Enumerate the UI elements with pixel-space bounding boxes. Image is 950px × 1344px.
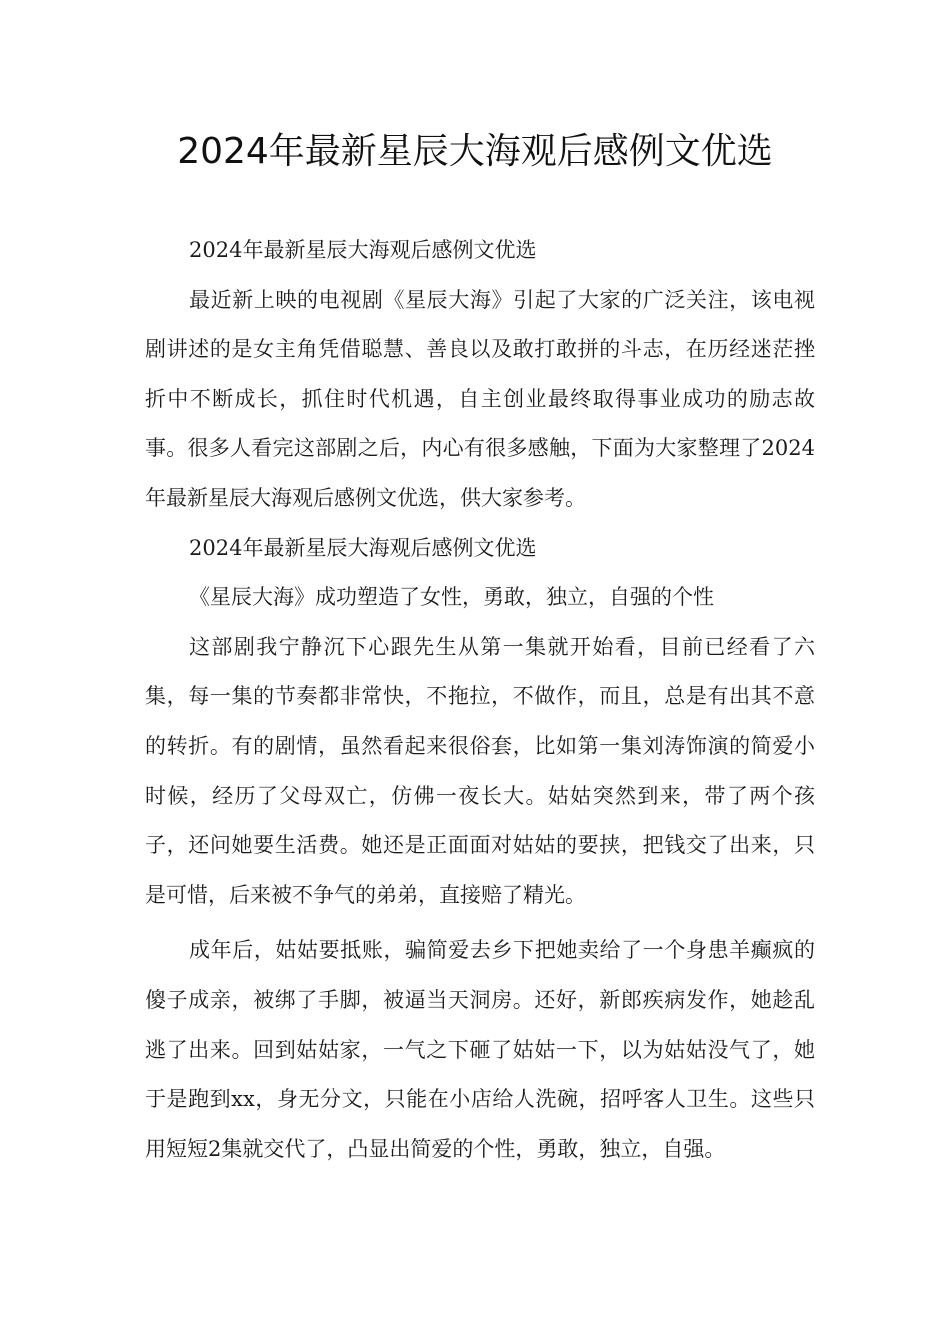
document-body bbox=[145, 226, 815, 1174]
document-title: 2024年最新星辰大海观后感例文优选 bbox=[177, 131, 773, 172]
paragraph-intro: 最近新上映的电视剧《星辰大海》引起了大家的广泛关注，该电视剧讲述的是女主角凭借聪慧、善良以及敢打敢拼的斗志，在历经迷茫挫折中不断成长，抓住时代机遇，自主创业最终取得事业成功的励志故事。很多人看完这部剧之后，内心有很多感触，下面为大家整理了2024年最新星辰大海观后感例文优选，供大家参考。 bbox=[145, 287, 815, 510]
paragraph-section-heading: 2024年最新星辰大海观后感例文优选 bbox=[189, 535, 537, 560]
paragraph-theme: 《星辰大海》成功塑造了女性，勇敢，独立，自强的个性 bbox=[189, 585, 714, 610]
paragraph-subtitle: 2024年最新星辰大海观后感例文优选 bbox=[189, 238, 537, 262]
paragraph-body-2: 成年后，姑姑要抵账，骗简爱去乡下把她卖给了一个身患羊癫疯的傻子成亲，被绑了手脚，被逼当天洞房。还好，新郎疾病发作，她趁乱逃了出来。回到姑姑家，一气之下砸了姑姑一下，以为姑姑没气了，她于是跑到xx，身无分文，只能在小店给人洗碗，招呼客人卫生。这些只用短短2集就交代了，凸显出简爱的个性，勇敢，独立，自强。 bbox=[145, 938, 815, 1161]
paragraph-body-1: 这部剧我宁静沉下心跟先生从第一集就开始看，目前已经看了六集，每一集的节奏都非常快，不拖拉，不做作，而且，总是有出其不意的转折。有的剧情，虽然看起来很俗套，比如第一集刘涛饰演的简爱小时候，经历了父母双亡，仿佛一夜长大。姑姑突然到来，带了两个孩子，还问她要生活费。她还是正面面对姑姑的要挟，把钱交了出来，只是可惜，后来被不争气的弟弟，直接赔了精光。 bbox=[145, 634, 815, 907]
